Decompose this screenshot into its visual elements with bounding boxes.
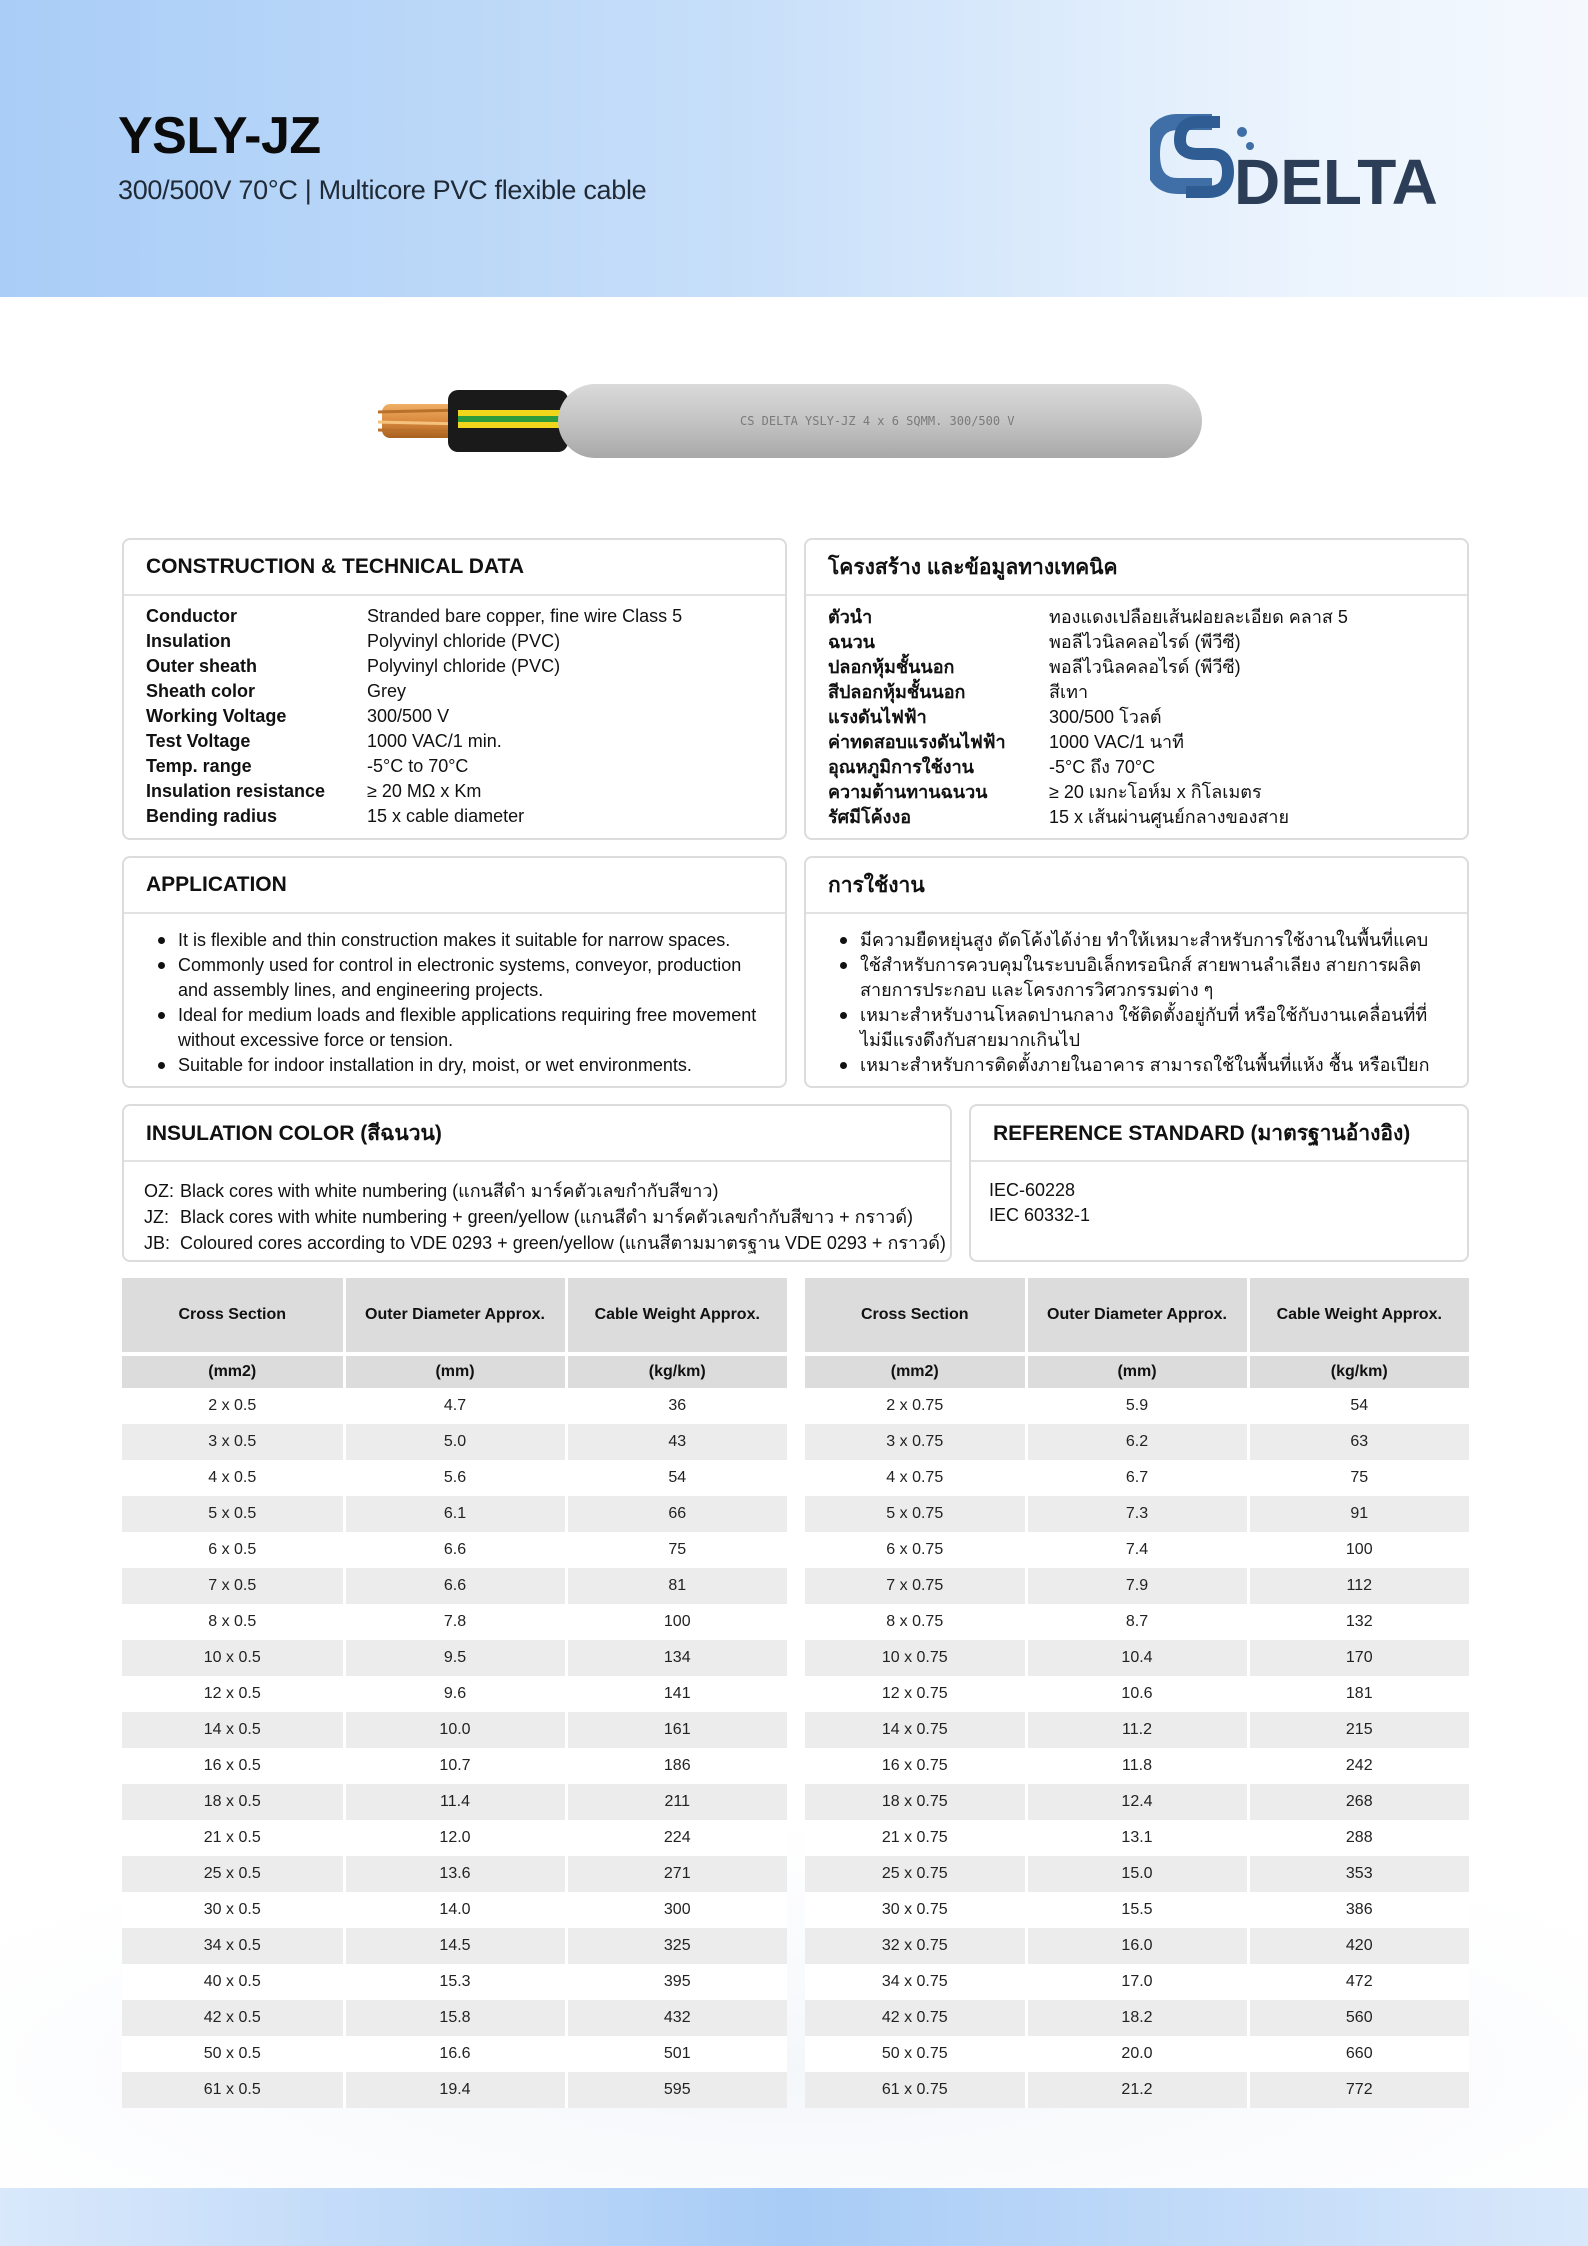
spec-row [828, 679, 1445, 704]
spec-label: Sheath color [146, 681, 256, 701]
spec-label: Insulation [146, 631, 231, 651]
cell-cross-section: 7 x 0.75 [805, 1568, 1026, 1604]
application-item: Ideal for medium loads and flexible applications requiring free movement without excessive force or tension. [156, 1003, 765, 1053]
cell-cable-weight: 660 [1248, 2036, 1469, 2072]
cell-cable-weight: 395 [566, 1964, 787, 2000]
cell-cable-weight: 75 [566, 1532, 787, 1568]
table-row [805, 1568, 1469, 1604]
cell-cross-section: 12 x 0.75 [805, 1676, 1026, 1712]
spec-row [828, 754, 1445, 779]
cell-cross-section: 21 x 0.5 [122, 1820, 344, 1856]
cell-cross-section: 3 x 0.5 [122, 1424, 344, 1460]
cell-outer-diameter: 18.2 [1026, 2000, 1248, 2036]
cell-cable-weight: 268 [1248, 1784, 1469, 1820]
cell-outer-diameter: 11.8 [1026, 1748, 1248, 1784]
cell-cross-section: 42 x 0.75 [805, 2000, 1026, 2036]
cell-cross-section: 32 x 0.75 [805, 1928, 1026, 1964]
cell-cable-weight: 432 [566, 2000, 787, 2036]
spec-row [146, 629, 763, 654]
cell-outer-diameter: 14.5 [344, 1928, 566, 1964]
construction-title-th: โครงสร้าง และข้อมูลทางเทคนิค [806, 540, 1467, 596]
table-row [122, 1784, 787, 1820]
insulation-code: OZ: [144, 1181, 174, 1201]
cell-cross-section: 30 x 0.75 [805, 1892, 1026, 1928]
table-row [122, 1676, 787, 1712]
cell-outer-diameter: 10.6 [1026, 1676, 1248, 1712]
header-outer-diameter: Outer Diameter Approx. [344, 1278, 566, 1354]
cell-cable-weight: 54 [1248, 1388, 1469, 1424]
cell-cable-weight: 420 [1248, 1928, 1469, 1964]
cell-outer-diameter: 8.7 [1026, 1604, 1248, 1640]
cell-cable-weight: 36 [566, 1388, 787, 1424]
cell-outer-diameter: 9.5 [344, 1640, 566, 1676]
cell-outer-diameter: 17.0 [1026, 1964, 1248, 2000]
table-row [122, 2072, 787, 2108]
insulation-description: Black cores with white numbering + green/yellow (แกนสีดำ มาร์คตัวเลขกำกับสีขาว + กราวด์) [180, 1207, 914, 1227]
cell-cross-section: 42 x 0.5 [122, 2000, 344, 2036]
spec-label: ตัวนำ [828, 607, 873, 627]
cell-cable-weight: 91 [1248, 1496, 1469, 1532]
cell-cross-section: 6 x 0.75 [805, 1532, 1026, 1568]
unit-cross-section: (mm2) [805, 1354, 1026, 1388]
cell-cross-section: 14 x 0.75 [805, 1712, 1026, 1748]
spec-row [146, 679, 763, 704]
spec-label: Bending radius [146, 806, 278, 826]
cell-cable-weight: 63 [1248, 1424, 1469, 1460]
table-row [122, 2036, 787, 2072]
spec-row [828, 654, 1445, 679]
cell-cross-section: 16 x 0.5 [122, 1748, 344, 1784]
cell-outer-diameter: 5.9 [1026, 1388, 1248, 1424]
table-row [122, 1964, 787, 2000]
spec-value: -5°C ถึง 70°C [1049, 757, 1156, 777]
cell-outer-diameter: 15.8 [344, 2000, 566, 2036]
cell-cross-section: 25 x 0.75 [805, 1856, 1026, 1892]
spec-row [146, 604, 763, 629]
cell-cross-section: 16 x 0.75 [805, 1748, 1026, 1784]
spec-label: ฉนวน [828, 632, 875, 652]
table-row [122, 1748, 787, 1784]
spec-label: Temp. range [146, 756, 252, 776]
table-row [805, 1892, 1469, 1928]
spec-value: ≥ 20 MΩ x Km [367, 781, 482, 801]
cell-cross-section: 25 x 0.5 [122, 1856, 344, 1892]
header-cable-weight: Cable Weight Approx. [566, 1278, 787, 1354]
insulation-code: JZ: [144, 1207, 169, 1227]
application-list-th [806, 914, 1467, 1078]
spec-value: 15 x เส้นผ่านศูนย์กลางของสาย [1049, 807, 1290, 827]
cell-cross-section: 7 x 0.5 [122, 1568, 344, 1604]
cell-cable-weight: 170 [1248, 1640, 1469, 1676]
insulation-color-row [144, 1178, 950, 1204]
cell-outer-diameter: 10.4 [1026, 1640, 1248, 1676]
cell-cable-weight: 211 [566, 1784, 787, 1820]
table-row [805, 1604, 1469, 1640]
spec-label: ค่าทดสอบแรงดันไฟฟ้า [828, 732, 1006, 752]
table-row [122, 1640, 787, 1676]
table-row [122, 1712, 787, 1748]
spec-label: Test Voltage [146, 731, 251, 751]
table-row [805, 1964, 1469, 2000]
application-item: เหมาะสำหรับการติดตั้งภายในอาคาร สามารถใช้ในพื้นที่แห้ง ชื้น หรือเปียก [838, 1053, 1447, 1078]
table-row [122, 1928, 787, 1964]
spec-label: Working Voltage [146, 706, 287, 726]
table-row [805, 2000, 1469, 2036]
cell-cable-weight: 75 [1248, 1460, 1469, 1496]
table-row [122, 1856, 787, 1892]
table-row [805, 2072, 1469, 2108]
cs-delta-logo [1150, 112, 1470, 212]
insulation-color-row [144, 1204, 950, 1230]
insulation-color-row [144, 1230, 950, 1256]
spec-row [828, 729, 1445, 754]
cell-outer-diameter: 4.7 [344, 1388, 566, 1424]
product-subtitle: 300/500V 70°C | Multicore PVC flexible cable [118, 175, 647, 205]
header-cable-weight: Cable Weight Approx. [1248, 1278, 1469, 1354]
cell-outer-diameter: 15.5 [1026, 1892, 1248, 1928]
application-title-th: การใช้งาน [806, 858, 1467, 914]
cell-cable-weight: 141 [566, 1676, 787, 1712]
cell-cable-weight: 300 [566, 1892, 787, 1928]
insulation-code: JB: [144, 1233, 171, 1253]
logo-wordmark: DELTA [1234, 146, 1438, 212]
cell-outer-diameter: 12.4 [1026, 1784, 1248, 1820]
application-card-en [122, 856, 787, 1088]
unit-cable-weight: (kg/km) [1248, 1354, 1469, 1388]
cell-cable-weight: 81 [566, 1568, 787, 1604]
reference-standard-item: IEC-60228 [989, 1180, 1076, 1200]
spec-label: อุณหภูมิการใช้งาน [828, 757, 974, 777]
application-item: Commonly used for control in electronic systems, conveyor, production and assembly lines, and engineering projects. [156, 953, 765, 1003]
product-title: YSLY-JZ [118, 107, 321, 165]
cell-outer-diameter: 11.4 [344, 1784, 566, 1820]
cell-outer-diameter: 15.3 [344, 1964, 566, 2000]
spec-label: Conductor [146, 606, 237, 626]
cell-cable-weight: 288 [1248, 1820, 1469, 1856]
unit-outer-diameter: (mm) [1026, 1354, 1248, 1388]
cell-outer-diameter: 6.1 [344, 1496, 566, 1532]
spec-row [828, 804, 1445, 829]
spec-list-th [806, 596, 1467, 829]
table-row [805, 1748, 1469, 1784]
cable-data-table-right [805, 1278, 1469, 2108]
cable-print-text: CS DELTA YSLY-JZ 4 x 6 SQMM. 300/500 V [740, 414, 1015, 428]
application-list-en [124, 914, 785, 1078]
table-row [805, 1856, 1469, 1892]
table-row [805, 1532, 1469, 1568]
spec-row [828, 704, 1445, 729]
application-item: ใช้สำหรับการควบคุมในระบบอิเล็กทรอนิกส์ สายพานลำเลียง สายการผลิต สายการประกอบ และโครงการวิศวกรรมต่าง ๆ [838, 953, 1447, 1003]
cell-cable-weight: 560 [1248, 2000, 1469, 2036]
construction-title-en: CONSTRUCTION & TECHNICAL DATA [124, 540, 785, 596]
cell-cross-section: 18 x 0.5 [122, 1784, 344, 1820]
spec-value: Grey [367, 681, 407, 701]
table-row [805, 1460, 1469, 1496]
cell-cable-weight: 595 [566, 2072, 787, 2108]
spec-row [146, 704, 763, 729]
spec-value: พอลีไวนิลคลอไรด์ (พีวีซี) [1049, 632, 1241, 652]
cable-data-table-left [122, 1278, 787, 2108]
cell-cross-section: 18 x 0.75 [805, 1784, 1026, 1820]
table-row [805, 1820, 1469, 1856]
unit-cross-section: (mm2) [122, 1354, 344, 1388]
cell-cross-section: 5 x 0.75 [805, 1496, 1026, 1532]
table-row [805, 1388, 1469, 1424]
cell-cross-section: 30 x 0.5 [122, 1892, 344, 1928]
table-row [122, 1604, 787, 1640]
table-row [122, 1820, 787, 1856]
application-item: Suitable for indoor installation in dry, moist, or wet environments. [156, 1053, 765, 1078]
cell-cross-section: 4 x 0.5 [122, 1460, 344, 1496]
spec-label: ความต้านทานฉนวน [828, 782, 988, 802]
cell-cross-section: 4 x 0.75 [805, 1460, 1026, 1496]
spec-row [146, 729, 763, 754]
spec-value: -5°C to 70°C [367, 756, 469, 776]
spec-row [146, 654, 763, 679]
cell-outer-diameter: 5.0 [344, 1424, 566, 1460]
table-row [805, 1928, 1469, 1964]
spec-value: ≥ 20 เมกะโอห์ม x กิโลเมตร [1049, 782, 1262, 802]
cell-cross-section: 8 x 0.75 [805, 1604, 1026, 1640]
cell-outer-diameter: 9.6 [344, 1676, 566, 1712]
spec-value: พอลีไวนิลคลอไรด์ (พีวีซี) [1049, 657, 1241, 677]
spec-value: 1000 VAC/1 นาที [1049, 732, 1185, 752]
table-row [805, 1712, 1469, 1748]
cell-cable-weight: 112 [1248, 1568, 1469, 1604]
cell-cable-weight: 181 [1248, 1676, 1469, 1712]
cell-cable-weight: 132 [1248, 1604, 1469, 1640]
table-row [805, 1676, 1469, 1712]
cell-outer-diameter: 6.6 [344, 1532, 566, 1568]
table-row [122, 1568, 787, 1604]
construction-card-th [804, 538, 1469, 840]
cell-cross-section: 5 x 0.5 [122, 1496, 344, 1532]
table-row [122, 1532, 787, 1568]
cell-outer-diameter: 11.2 [1026, 1712, 1248, 1748]
cell-cross-section: 50 x 0.5 [122, 2036, 344, 2072]
spec-value: 15 x cable diameter [367, 806, 525, 826]
cell-cross-section: 34 x 0.75 [805, 1964, 1026, 2000]
construction-card-en [122, 538, 787, 840]
cell-outer-diameter: 7.9 [1026, 1568, 1248, 1604]
cell-cable-weight: 386 [1248, 1892, 1469, 1928]
cell-cross-section: 6 x 0.5 [122, 1532, 344, 1568]
cell-cross-section: 10 x 0.75 [805, 1640, 1026, 1676]
table-row [122, 1424, 787, 1460]
spec-row [146, 804, 763, 829]
header-outer-diameter: Outer Diameter Approx. [1026, 1278, 1248, 1354]
table-row [805, 1784, 1469, 1820]
cell-cable-weight: 224 [566, 1820, 787, 1856]
spec-list-en [124, 596, 785, 829]
cell-cross-section: 2 x 0.5 [122, 1388, 344, 1424]
table-row [805, 2036, 1469, 2072]
cell-cross-section: 50 x 0.75 [805, 2036, 1026, 2072]
table-row [805, 1496, 1469, 1532]
spec-value: 300/500 V [367, 706, 450, 726]
spec-label: ปลอกหุ้มชั้นนอก [828, 657, 955, 677]
table-row [122, 1496, 787, 1532]
cell-outer-diameter: 6.6 [344, 1568, 566, 1604]
spec-label: Insulation resistance [146, 781, 326, 801]
cell-outer-diameter: 10.7 [344, 1748, 566, 1784]
cell-outer-diameter: 14.0 [344, 1892, 566, 1928]
cell-cable-weight: 54 [566, 1460, 787, 1496]
cell-cross-section: 40 x 0.5 [122, 1964, 344, 2000]
table-row [122, 1388, 787, 1424]
cable-illustration [378, 380, 1210, 462]
cell-cross-section: 2 x 0.75 [805, 1388, 1026, 1424]
spec-label: สีปลอกหุ้มชั้นนอก [828, 682, 966, 702]
spec-value: 1000 VAC/1 min. [367, 731, 502, 751]
cell-outer-diameter: 19.4 [344, 2072, 566, 2108]
cell-outer-diameter: 7.8 [344, 1604, 566, 1640]
header-cross-section: Cross Section [122, 1278, 344, 1354]
cell-outer-diameter: 10.0 [344, 1712, 566, 1748]
insulation-color-list [124, 1162, 950, 1256]
insulation-color-title: INSULATION COLOR (สีฉนวน) [124, 1106, 950, 1162]
cell-cross-section: 12 x 0.5 [122, 1676, 344, 1712]
table-row [122, 1460, 787, 1496]
spec-value: Stranded bare copper, fine wire Class 5 [367, 606, 683, 626]
application-card-th [804, 856, 1469, 1088]
cell-cable-weight: 134 [566, 1640, 787, 1676]
unit-outer-diameter: (mm) [344, 1354, 566, 1388]
cell-cable-weight: 772 [1248, 2072, 1469, 2108]
cell-outer-diameter: 15.0 [1026, 1856, 1248, 1892]
cell-outer-diameter: 7.3 [1026, 1496, 1248, 1532]
cell-outer-diameter: 13.6 [344, 1856, 566, 1892]
insulation-color-card [122, 1104, 952, 1262]
cell-cross-section: 14 x 0.5 [122, 1712, 344, 1748]
cell-outer-diameter: 6.7 [1026, 1460, 1248, 1496]
cell-cable-weight: 161 [566, 1712, 787, 1748]
application-title-en: APPLICATION [124, 858, 785, 914]
spec-label: Outer sheath [146, 656, 258, 676]
reference-standard-item: IEC 60332-1 [989, 1205, 1091, 1225]
table-row [805, 1424, 1469, 1460]
cell-cable-weight: 215 [1248, 1712, 1469, 1748]
insulation-description: Black cores with white numbering (แกนสีดำ มาร์คตัวเลขกำกับสีขาว) [180, 1181, 719, 1201]
cell-cross-section: 10 x 0.5 [122, 1640, 344, 1676]
cell-cable-weight: 43 [566, 1424, 787, 1460]
cell-cross-section: 3 x 0.75 [805, 1424, 1026, 1460]
spec-value: สีเทา [1049, 682, 1089, 702]
spec-row [828, 629, 1445, 654]
cell-cable-weight: 472 [1248, 1964, 1469, 2000]
cell-outer-diameter: 21.2 [1026, 2072, 1248, 2108]
reference-standard-card [969, 1104, 1469, 1262]
cell-outer-diameter: 20.0 [1026, 2036, 1248, 2072]
reference-standard-list [971, 1162, 1467, 1228]
spec-value: Polyvinyl chloride (PVC) [367, 631, 561, 651]
insulation-description: Coloured cores according to VDE 0293 + green/yellow (แกนสีตามมาตรฐาน VDE 0293 + กราวด์) [180, 1233, 946, 1253]
cell-cross-section: 34 x 0.5 [122, 1928, 344, 1964]
cell-outer-diameter: 12.0 [344, 1820, 566, 1856]
cell-cross-section: 61 x 0.75 [805, 2072, 1026, 2108]
application-item: It is flexible and thin construction makes it suitable for narrow spaces. [156, 928, 765, 953]
unit-cable-weight: (kg/km) [566, 1354, 787, 1388]
reference-standard-title: REFERENCE STANDARD (มาตรฐานอ้างอิง) [971, 1106, 1467, 1162]
spec-label: แรงดันไฟฟ้า [828, 707, 927, 727]
spec-value: ทองแดงเปลือยเส้นฝอยละเอียด คลาส 5 [1049, 607, 1348, 627]
cell-cross-section: 8 x 0.5 [122, 1604, 344, 1640]
cell-cable-weight: 353 [1248, 1856, 1469, 1892]
cell-outer-diameter: 16.0 [1026, 1928, 1248, 1964]
cell-outer-diameter: 7.4 [1026, 1532, 1248, 1568]
cell-cable-weight: 100 [1248, 1532, 1469, 1568]
spec-value: 300/500 โวลต์ [1049, 707, 1162, 727]
cell-cross-section: 21 x 0.75 [805, 1820, 1026, 1856]
cell-outer-diameter: 5.6 [344, 1460, 566, 1496]
table-row [122, 2000, 787, 2036]
spec-label: รัศมีโค้งงอ [828, 807, 912, 827]
application-item: เหมาะสำหรับงานโหลดปานกลาง ใช้ติดตั้งอยู่กับที่ หรือใช้กับงานเคลื่อนที่ที่ไม่มีแรงดึงกับสายมากเกินไป [838, 1003, 1447, 1053]
table-row [122, 1892, 787, 1928]
spec-row [146, 779, 763, 804]
spec-value: Polyvinyl chloride (PVC) [367, 656, 561, 676]
spec-row [828, 604, 1445, 629]
cell-outer-diameter: 13.1 [1026, 1820, 1248, 1856]
spec-row [146, 754, 763, 779]
cell-cable-weight: 66 [566, 1496, 787, 1532]
spec-row [828, 779, 1445, 804]
cell-cable-weight: 325 [566, 1928, 787, 1964]
header-cross-section: Cross Section [805, 1278, 1026, 1354]
cell-cable-weight: 186 [566, 1748, 787, 1784]
cell-cable-weight: 100 [566, 1604, 787, 1640]
application-item: มีความยืดหยุ่นสูง ดัดโค้งได้ง่าย ทำให้เหมาะสำหรับการใช้งานในพื้นที่แคบ [838, 928, 1447, 953]
cell-cable-weight: 242 [1248, 1748, 1469, 1784]
footer-band [0, 2188, 1588, 2246]
cell-cross-section: 61 x 0.5 [122, 2072, 344, 2108]
cell-outer-diameter: 6.2 [1026, 1424, 1248, 1460]
cell-cable-weight: 501 [566, 2036, 787, 2072]
cell-outer-diameter: 16.6 [344, 2036, 566, 2072]
cell-cable-weight: 271 [566, 1856, 787, 1892]
table-row [805, 1640, 1469, 1676]
